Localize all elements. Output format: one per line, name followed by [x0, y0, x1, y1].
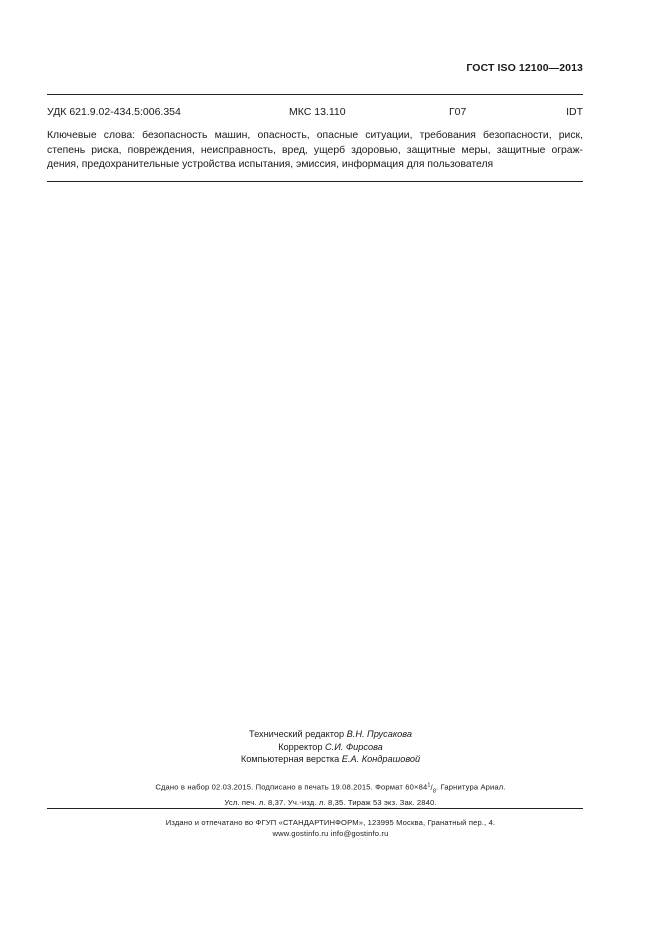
publisher-block	[0, 817, 661, 839]
format-numerator: 1	[427, 782, 431, 788]
udk-code: УДК 621.9.02-434.5:006.354	[47, 106, 181, 118]
keywords-block	[47, 129, 583, 173]
layout-label: Компьютерная верстка	[240, 754, 342, 764]
keywords-line: дения, предохранительные устройства испытания, эмиссия, информация для пользователя	[47, 159, 494, 170]
classification-row	[47, 106, 583, 120]
layout-name: Е.А. Кондрашовой	[341, 754, 421, 764]
editor-label: Технический редактор	[249, 729, 347, 739]
group-code: Г07	[449, 106, 467, 118]
format-fraction: $^1/_8$	[427, 782, 437, 795]
format-denominator: 8	[432, 788, 437, 795]
print-info-text: . Гарнитура Ариал.	[436, 782, 506, 792]
corrector-credit	[0, 741, 661, 754]
credits-block	[0, 728, 661, 766]
print-info-line: Усл. печ. л. 8,37. Уч.-изд. л. 8,35. Тираж 53 экз. Зак. 2840.	[224, 798, 437, 808]
print-info	[0, 780, 661, 808]
keywords-line: Ключевые слова: безопасность машин, опасность, опасные ситуации, требования безопасности, риск,	[47, 130, 583, 141]
editor-credit	[0, 728, 661, 741]
print-info-text: Сдано в набор 02.03.2015. Подписано в печать 19.08.2015. Формат 60×84	[155, 782, 428, 792]
publisher-address: Издано и отпечатано во ФГУП «СТАНДАРТИНФОРМ», 123995 Москва, Гранатный пер., 4.	[165, 818, 496, 827]
layout-credit	[0, 753, 661, 766]
editor-name: В.Н. Прусакова	[346, 729, 412, 739]
keywords-line: степень риска, повреждения, неисправность, вред, ущерб здоровью, защитные меры, защитные ограж-	[47, 144, 583, 156]
corrector-label: Корректор	[278, 741, 325, 752]
mks-code: МКС 13.110	[289, 106, 346, 118]
header-divider	[47, 94, 583, 95]
footer-divider	[47, 808, 583, 809]
corrector-name: С.И. Фирсова	[325, 741, 383, 752]
keywords-divider	[47, 181, 583, 182]
print-info-line	[0, 780, 661, 797]
conformity-degree: IDT	[566, 106, 583, 118]
standard-code: ГОСТ ISO 12100—2013	[466, 62, 583, 74]
publisher-web: www.gostinfo.ru info@gostinfo.ru	[272, 829, 389, 838]
